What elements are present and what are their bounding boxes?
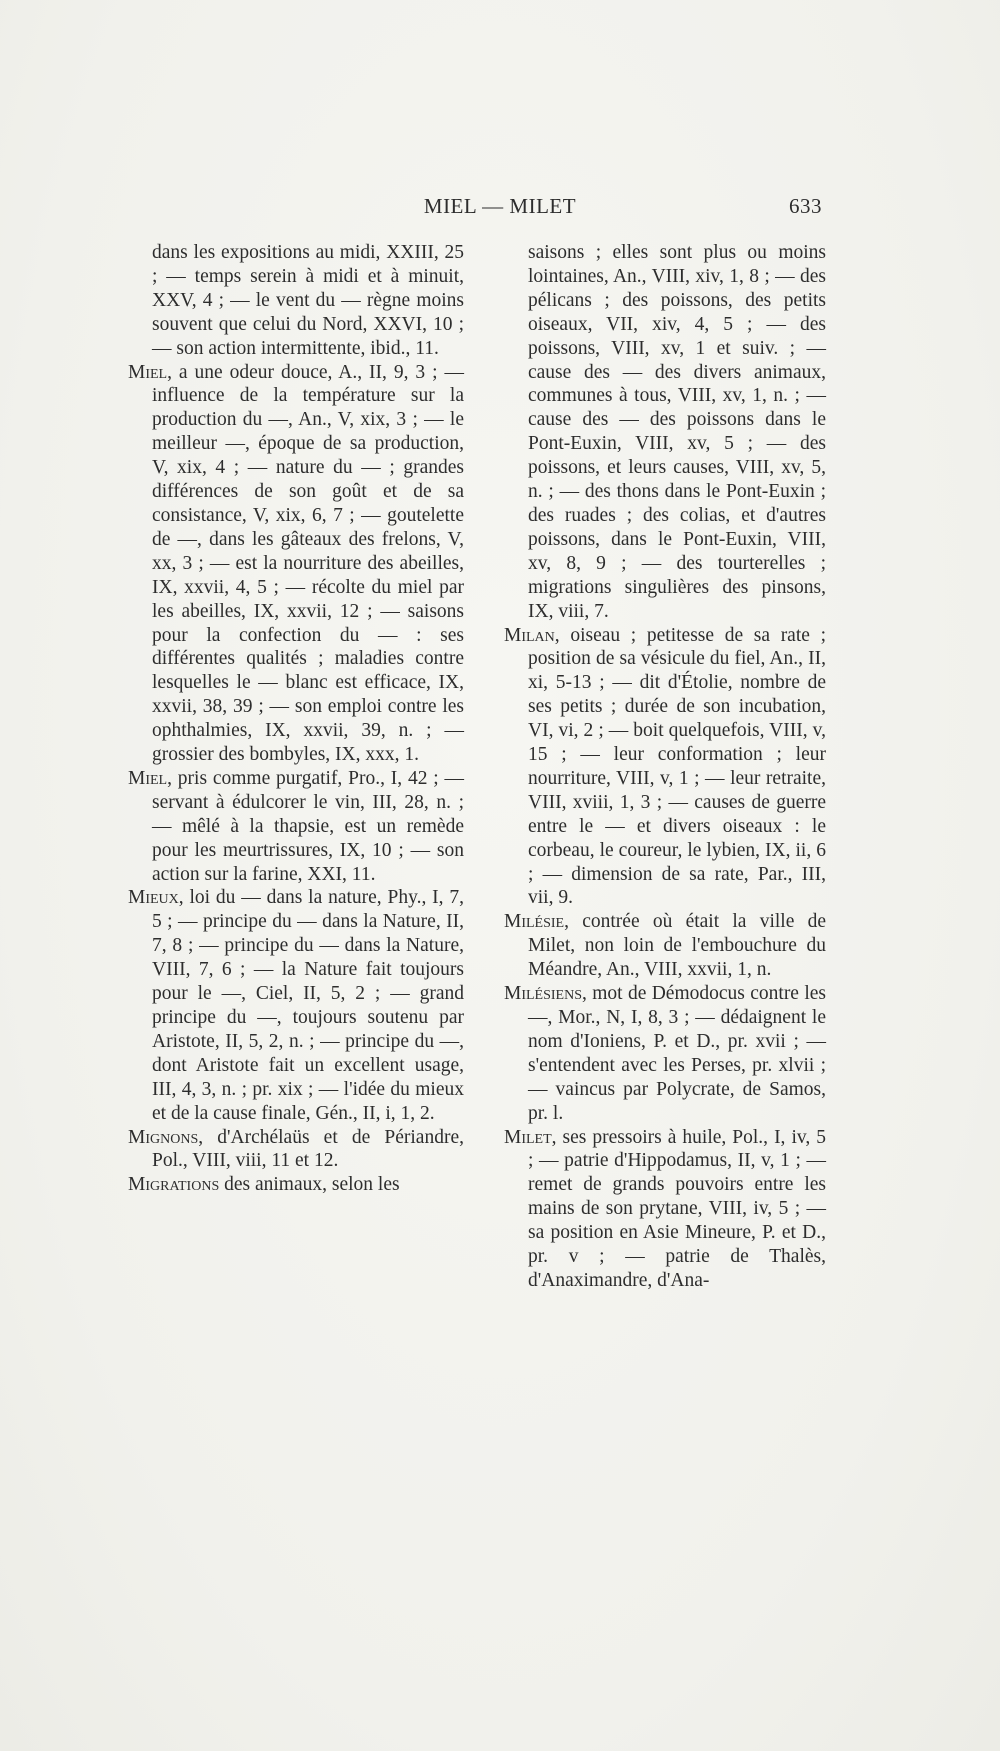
entry-headword: Mieux (128, 887, 179, 909)
right-column (504, 241, 826, 1293)
entry-text: , a une odeur douce, A., II, 9, 3 ; — influence de la température sur la production du —, An., V, xix, 3 ; — le meilleur —, époque de sa production, V, xix, 4 ; — nature du — ; grandes différences de son goût et de sa consistance, V, xix, 6, 7 ; — goutelette de —, dans les gâteaux des frelons, V, xx, 3 ; — est la nourriture des abeilles, IX, xxvii, 4, 5 ; — récolte du miel par les abeilles, IX, xxvii, 12 ; — saisons pour la confection du — : ses différentes qualités ; maladies contre lesquelles le — blanc est efficace, IX, xxvii, 38, 39 ; — son emploi contre les ophthalmies, IX, xxvii, 39, n. ; — grossier des bombyles, IX, xxx, 1. (152, 361, 464, 766)
entry-text: , mot de Démodocus contre les —, Mor., N, I, 8, 3 ; — dédaignent le nom d'Ioniens, P. et D., pr. xvii ; — s'entendent avec les Perses, pr. xlvii ; — vaincus par Polycrate, de Samos, pr. l. (528, 983, 826, 1124)
running-header (0, 194, 1000, 224)
page-number: 633 (789, 194, 822, 218)
index-entry (128, 767, 464, 887)
index-entry (128, 886, 464, 1125)
entry-text: des animaux, selon les (219, 1174, 400, 1196)
entry-headword: Milésie (504, 911, 565, 933)
continuation-text: dans les expositions au midi, XXIII, 25 ; — temps serein à midi et à minuit, XXV, 4 ; — le vent du — règne moins souvent que celui du Nord, XXVI, 10 ; — son action intermittente, ibid., 11. (152, 242, 464, 359)
left-column (128, 241, 464, 1197)
entry-headword: Milésiens (504, 983, 583, 1005)
continuation-text: saisons ; elles sont plus ou moins lointaines, An., VIII, xiv, 1, 8 ; — des pélicans ; des poissons, des petits oiseaux, VII, xiv, 4, 5 ; — des poissons, VIII, xv, 1 et suiv. ; — cause des — des divers animaux, communes à tous, VIII, xv, 1, n. ; — cause des — des poissons dans le Pont-Euxin, VIII, xv, 5 ; — des poissons, et leurs causes, VIII, xv, 5, n. ; — des thons dans le Pont-Euxin ; des ruades ; des colias, et d'autres poissons, dans le Pont-Euxin, VIII, xv, 8, 9 ; — des tourterelles ; migrations singulières des pinsons, IX, viii, 7. (528, 242, 826, 622)
index-entry (504, 1126, 826, 1293)
index-entry (504, 624, 826, 911)
entry-headword: Milan (504, 624, 555, 646)
index-entry (128, 361, 464, 767)
entry-text: , oiseau ; petitesse de sa rate ; position de sa vésicule du fiel, An., II, xi, 5-13 ; — dit d'Étolie, nombre de ses petits ; durée de son incubation, VI, vi, 2 ; — boit quelquefois, VIII, v, 15 ; — leur conformation ; leur nourriture, VIII, v, 1 ; — leur retraite, VIII, xviii, 1, 3 ; — causes de guerre entre le — et divers oiseaux : le corbeau, le coureur, le lybien, IX, ii, 6 ; — dimension de sa rate, Par., III, vii, 9. (528, 624, 826, 909)
entry-headword: Milet (504, 1126, 552, 1148)
entry-text: , loi du — dans la nature, Phy., I, 7, 5 ; — principe du — dans la Nature, II, 7, 8 ; — principe du — dans la Nature, VIII, 7, 6 ; — la Nature fait toujours pour le —, Ciel, II, 5, 2 ; — grand principe du —, toujours soutenu par Aristote, II, 5, 2, n. ; — principe du —, dont Aristote fait un excellent usage, III, 4, 3, n. ; pr. xix ; — l'idée du mieux et de la cause finale, Gén., II, i, 1, 2. (152, 887, 464, 1124)
entry-text: , pris comme purgatif, Pro., I, 42 ; — servant à édulcorer le vin, III, 28, n. ; — mêlé à la thapsie, est un remède pour les meurtrissures, IX, 10 ; — son action sur la farine, XXI, 11. (152, 767, 464, 885)
index-entry (504, 910, 826, 982)
entry-headword: Miel (128, 767, 168, 789)
entry-headword: Migrations (128, 1174, 220, 1196)
entry-text: , ses pressoirs à huile, Pol., I, iv, 5 ; — patrie d'Hippodamus, II, v, 1 ; — remet de grands pouvoirs entre les mains de son prytane, VIII, iv, 5 ; — sa position en Asie Mineure, P. et D., pr. v ; — patrie de Thalès, d'Anaximandre, d'Ana- (528, 1126, 826, 1291)
index-entry (128, 1126, 464, 1174)
index-entry (504, 982, 826, 1125)
running-title: MIEL — MILET (423, 194, 577, 218)
entry-text: , d'Archélaüs et de Périandre, Pol., VIII, viii, 11 et 12. (152, 1126, 464, 1172)
entry-headword: Miel (128, 361, 168, 383)
entry-headword: Mignons (128, 1126, 199, 1148)
entry-text: , contrée où était la ville de Milet, non loin de l'embouchure du Méandre, An., VIII, xxvii, 1, n. (528, 911, 826, 981)
index-entry (128, 1173, 464, 1197)
